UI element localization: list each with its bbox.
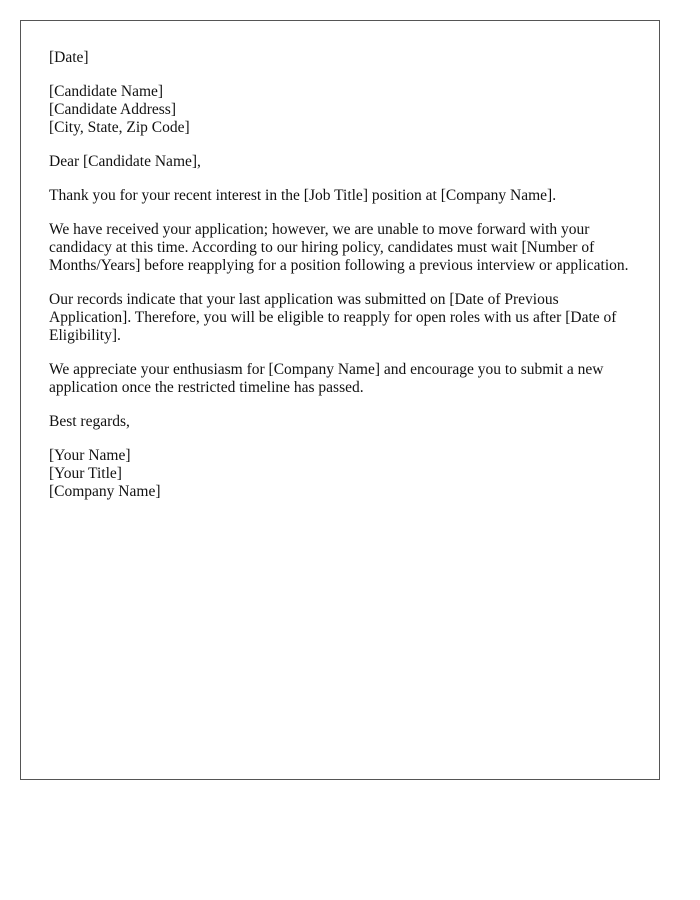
- recipient-address-block: [49, 83, 629, 137]
- signature-title: [Your Title]: [49, 465, 122, 482]
- signature-block: [49, 447, 629, 501]
- salutation: Dear [Candidate Name],: [49, 153, 201, 170]
- letter-date: [Date]: [49, 49, 89, 66]
- letter-body: [49, 49, 629, 517]
- recipient-address: [Candidate Address]: [49, 101, 176, 118]
- signature-company: [Company Name]: [49, 483, 161, 500]
- paragraph-policy: We have received your application; however, we are unable to move forward with your candidacy at this time. According to our hiring policy, candidates must wait [Number of Months/Years] before reapplying for a position following a previous interview or application.: [49, 221, 629, 274]
- paragraph-encouragement: We appreciate your enthusiasm for [Company Name] and encourage you to submit a new application once the restricted timeline has passed.: [49, 361, 604, 396]
- closing: Best regards,: [49, 413, 130, 430]
- date-block: [49, 49, 629, 67]
- paragraph-interest: Thank you for your recent interest in the [Job Title] position at [Company Name].: [49, 187, 557, 204]
- letter-page: [20, 20, 660, 780]
- recipient-name: [Candidate Name]: [49, 83, 164, 100]
- signature-name: [Your Name]: [49, 447, 131, 464]
- recipient-city-state-zip: [City, State, Zip Code]: [49, 119, 190, 136]
- paragraph-eligibility: Our records indicate that your last application was submitted on [Date of Previous Application]. Therefore, you will be eligible to reapply for open roles with us after [Date of Eligibility].: [49, 291, 617, 344]
